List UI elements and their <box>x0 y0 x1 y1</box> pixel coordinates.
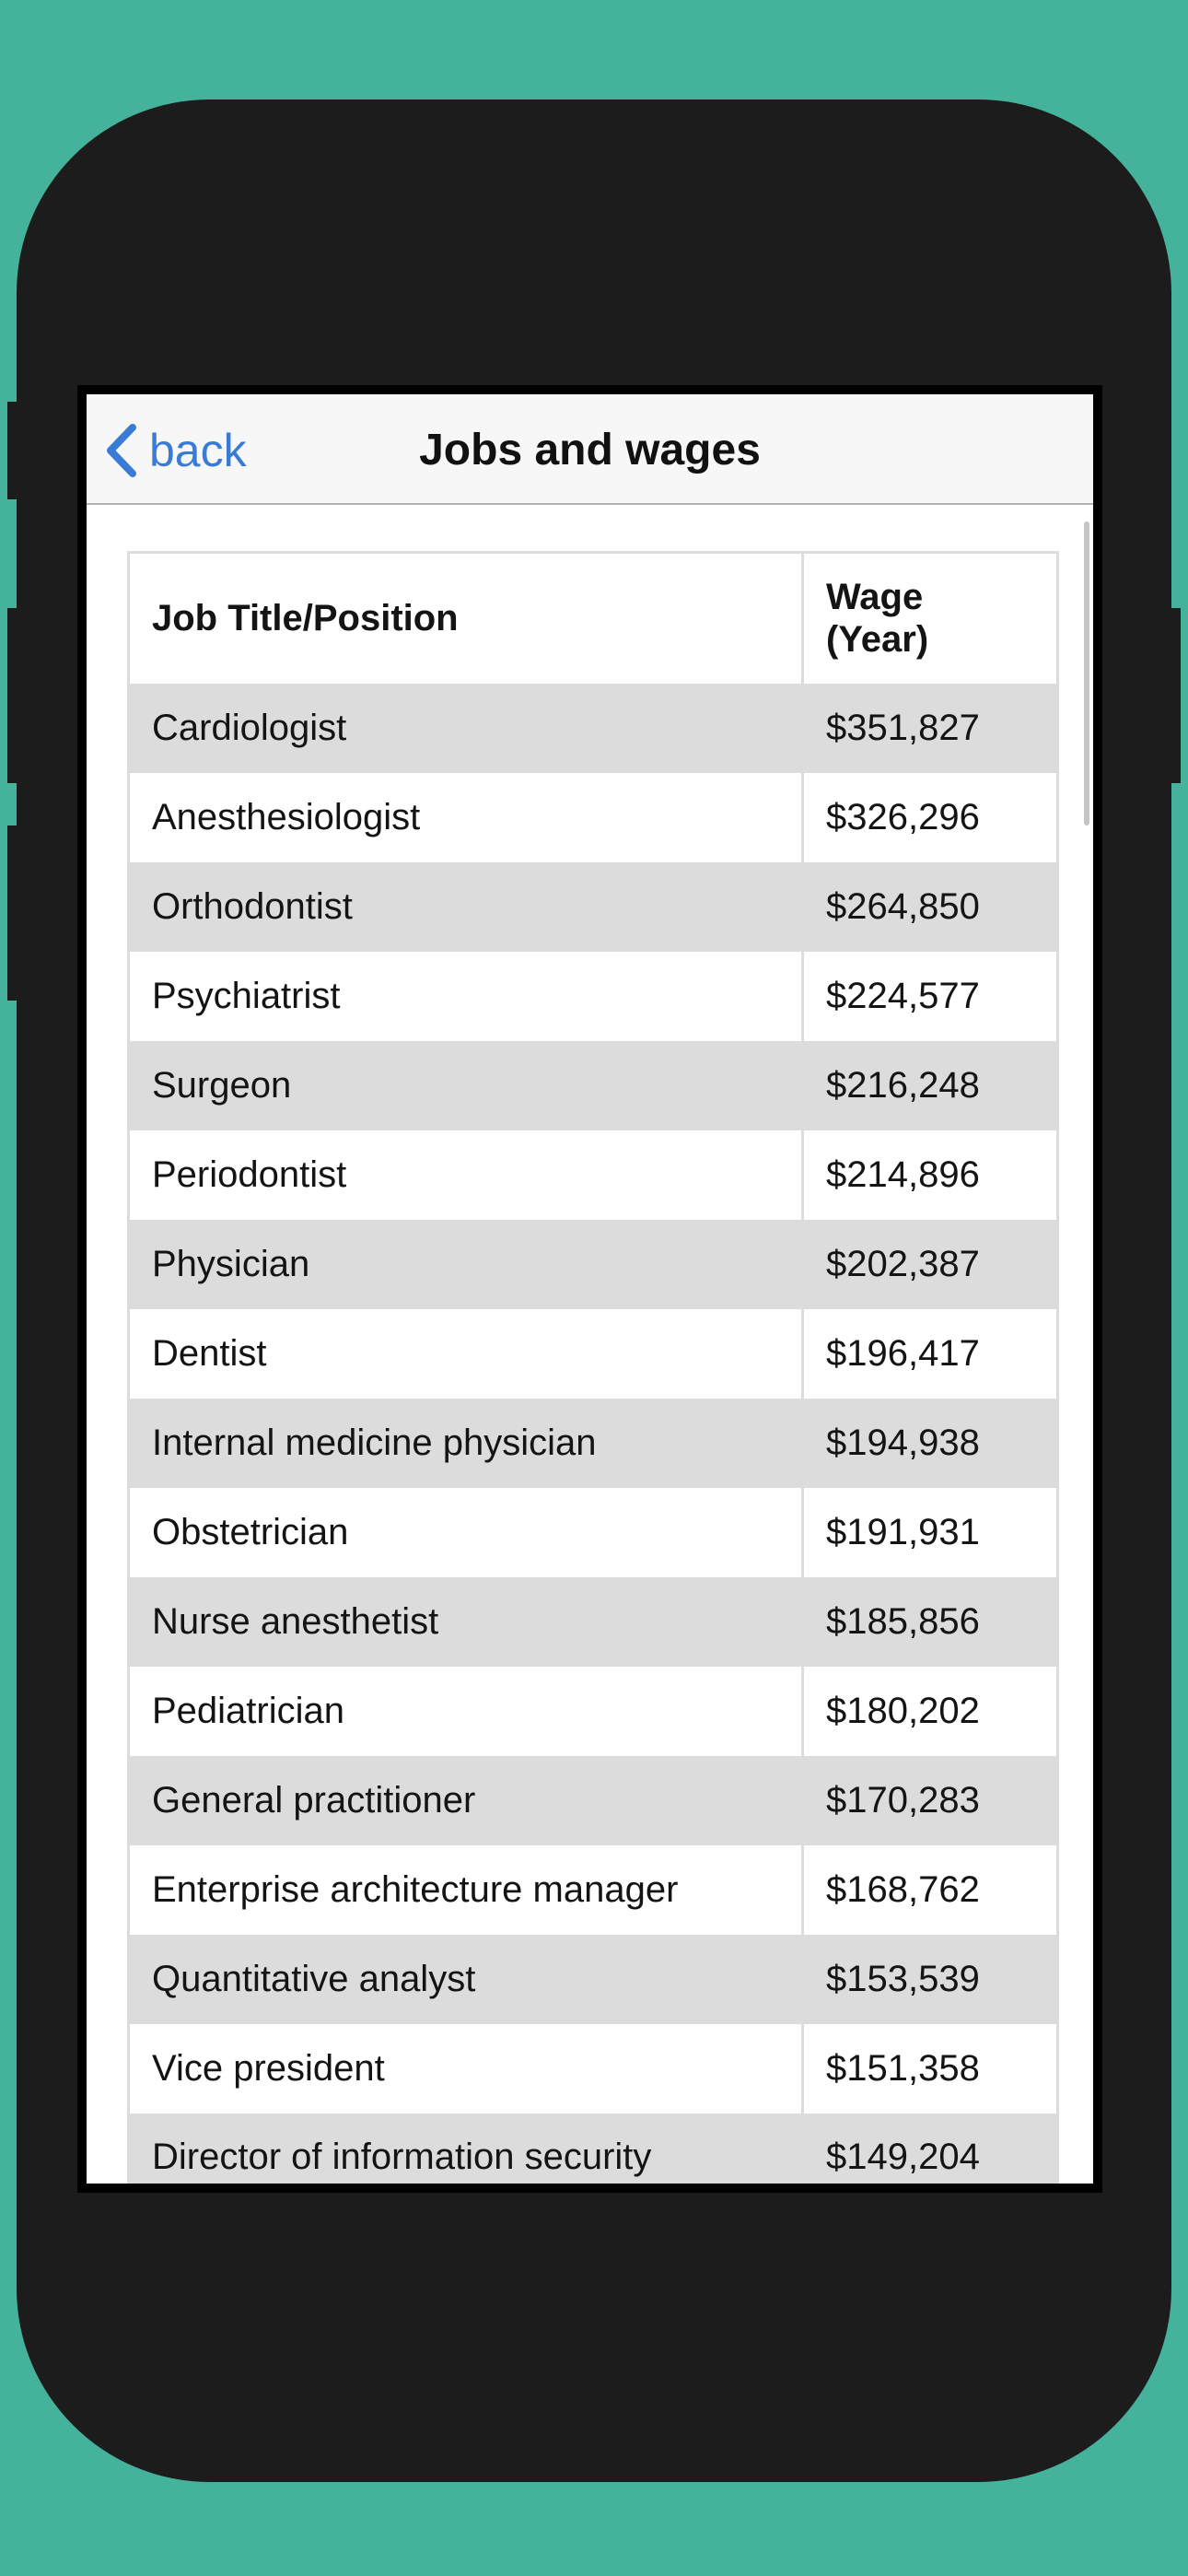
wage-cell: $153,539 <box>826 1958 980 1999</box>
wage-cell: $170,283 <box>826 1779 980 1821</box>
table-row <box>129 1935 1058 2024</box>
job-title-cell: General practitioner <box>129 1756 803 1845</box>
wage-cell: $202,387 <box>826 1243 980 1284</box>
job-title-cell: Periodontist <box>129 1130 803 1220</box>
table-row <box>129 1041 1058 1130</box>
job-title-cell: Internal medicine physician <box>129 1399 803 1488</box>
table-row <box>129 1399 1058 1488</box>
header-wage-line2: (Year) <box>826 619 929 661</box>
job-title-cell: Cardiologist <box>129 684 803 773</box>
device-power-button <box>1168 608 1181 783</box>
wage-cell: $216,248 <box>826 1064 980 1106</box>
table-row <box>129 952 1058 1041</box>
table-header-row <box>129 553 1058 684</box>
table-row <box>129 773 1058 862</box>
wage-cell: $214,896 <box>826 1153 980 1195</box>
table-row <box>129 1845 1058 1935</box>
device-volume-down <box>7 825 20 1001</box>
job-title-cell: Psychiatrist <box>129 952 803 1041</box>
device-screen <box>77 385 1102 2193</box>
job-title-cell: Quantitative analyst <box>129 1935 803 2024</box>
wage-cell: $151,358 <box>826 2047 980 2089</box>
jobs-wages-table <box>127 551 1059 2184</box>
wage-cell: $196,417 <box>826 1332 980 1374</box>
table-row <box>129 1488 1058 1577</box>
navigation-bar <box>87 394 1093 505</box>
back-label: back <box>149 425 247 476</box>
wage-cell: $168,762 <box>826 1868 980 1910</box>
table-row <box>129 1220 1058 1309</box>
wage-cell: $351,827 <box>826 707 980 748</box>
table-row <box>129 862 1058 952</box>
job-title-cell: Orthodontist <box>129 862 803 952</box>
job-title-cell: Anesthesiologist <box>129 773 803 862</box>
wage-cell: $185,856 <box>826 1600 980 1642</box>
wage-cell: $264,850 <box>826 885 980 927</box>
job-title-cell: Vice president <box>129 2024 803 2113</box>
table-row <box>129 2024 1058 2113</box>
job-title-cell: Surgeon <box>129 1041 803 1130</box>
table-row <box>129 1130 1058 1220</box>
table-row <box>129 684 1058 773</box>
device-volume-up <box>7 608 20 783</box>
job-title-cell: Director of information security <box>129 2113 803 2184</box>
job-title-cell: Physician <box>129 1220 803 1309</box>
header-wage-line1: Wage <box>826 577 924 618</box>
job-title-cell: Nurse anesthetist <box>129 1577 803 1667</box>
table-row <box>129 2113 1058 2184</box>
table-row <box>129 1667 1058 1756</box>
table-row <box>129 1309 1058 1399</box>
wage-cell: $180,202 <box>826 1690 980 1731</box>
table-row <box>129 1756 1058 1845</box>
job-title-cell: Enterprise architecture manager <box>129 1845 803 1935</box>
app-view <box>87 394 1093 2184</box>
table-scroll-area[interactable] <box>87 507 1093 2184</box>
scrollbar[interactable] <box>1084 521 1089 825</box>
job-title-cell: Obstetrician <box>129 1488 803 1577</box>
table-body <box>129 684 1058 2184</box>
device-mute-switch <box>7 402 20 499</box>
job-title-cell: Dentist <box>129 1309 803 1399</box>
wage-cell: $194,938 <box>826 1422 980 1463</box>
page-title: Jobs and wages <box>419 426 761 474</box>
header-wage <box>803 553 1058 684</box>
wage-cell: $191,931 <box>826 1511 980 1552</box>
table-row <box>129 1577 1058 1667</box>
wage-cell: $326,296 <box>826 796 980 837</box>
wage-cell: $149,204 <box>826 2136 980 2177</box>
wage-cell: $224,577 <box>826 975 980 1016</box>
job-title-cell: Pediatrician <box>129 1667 803 1756</box>
header-job-title: Job Title/Position <box>129 553 803 684</box>
